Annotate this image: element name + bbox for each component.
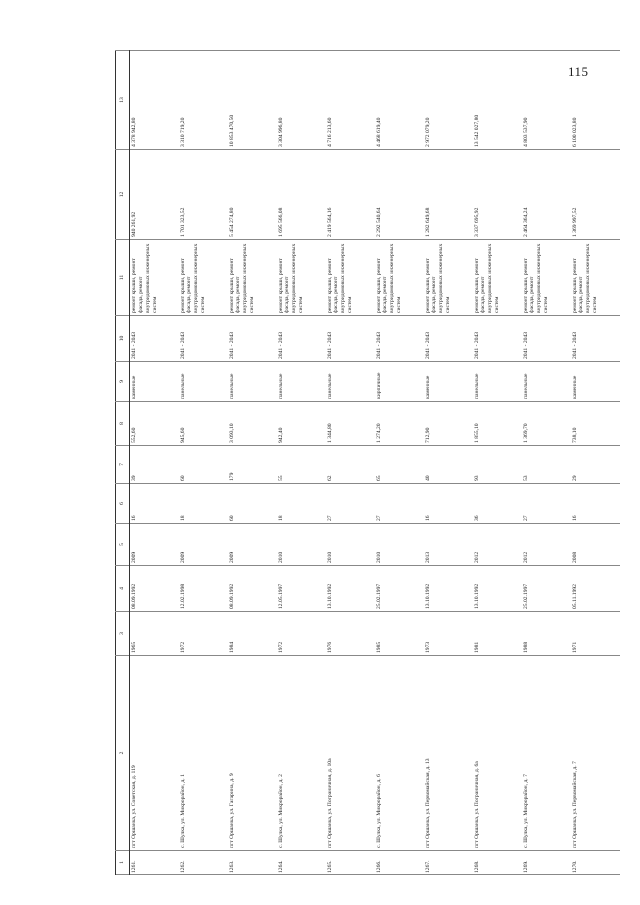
table-body (130, 51, 620, 875)
table-cell: 18 (179, 484, 228, 524)
table-cell: 1 274,20 (375, 402, 424, 446)
table-row (473, 51, 522, 875)
table-cell: 16 (424, 484, 473, 524)
table-cell: 2 464 364,24 (522, 150, 571, 240)
table-cell: 1988 (522, 612, 571, 656)
table-cell: 940 261,92 (130, 150, 179, 240)
table-cell: 1972 (179, 612, 228, 656)
table-cell: 2 972 079,20 (424, 51, 473, 150)
table-cell: 2013 (424, 524, 473, 566)
table-cell: 5 454 274,80 (228, 150, 277, 240)
table-cell: пгт Оршанка, ул. Пограничная, д. 10а (326, 656, 375, 851)
table-cell: 1266. (375, 851, 424, 875)
table-cell: 2012 (522, 524, 571, 566)
table-cell: 2041 - 2043 (326, 316, 375, 362)
page-number: 115 (568, 64, 589, 79)
table-cell: панельные (179, 362, 228, 402)
table-cell: 2010 (375, 524, 424, 566)
table-cell: ремонт крыши, ремонт фасада, ремонт внутридомовых инженерных систем (424, 240, 473, 316)
table-cell: 1985 (375, 612, 424, 656)
column-header: 8 (116, 402, 130, 446)
table-cell: 945,60 (179, 402, 228, 446)
table-cell: 27 (326, 484, 375, 524)
table-cell: 13 542 027,80 (473, 51, 522, 150)
table-cell: 1 369,70 (522, 402, 571, 446)
table-cell: 62 (326, 446, 375, 484)
table-cell: панельные (522, 362, 571, 402)
table-cell: 1262. (179, 851, 228, 875)
table-cell: 13.10.1992 (326, 566, 375, 612)
table-cell: ремонт крыши, ремонт фасада, ремонт внутридомовых инженерных систем (375, 240, 424, 316)
table-cell: 1265. (326, 851, 375, 875)
table-cell: пгт Оршанка, ул. Первомайская, д. 13 (424, 656, 473, 851)
table-cell: кирпичные (375, 362, 424, 402)
table-cell: 2 292 540,64 (375, 150, 424, 240)
table-cell: 27 (375, 484, 424, 524)
table-cell: 4 378 942,80 (130, 51, 179, 150)
table-cell: 1 701 323,52 (179, 150, 228, 240)
table-cell: ремонт крыши, ремонт фасада, ремонт внутридомовых инженерных систем (179, 240, 228, 316)
table-cell: панельные (228, 362, 277, 402)
column-header: 9 (116, 362, 130, 402)
table-cell: 1 344,80 (326, 402, 375, 446)
table-cell: ремонт крыши, ремонт фасада, ремонт внутридомовых инженерных систем (473, 240, 522, 316)
table-cell: 2041 - 2043 (228, 316, 277, 362)
table-cell: 1984 (228, 612, 277, 656)
table-row (571, 51, 620, 875)
table-cell: ремонт крыши, ремонт фасада, ремонт внутридомовых инженерных систем (277, 240, 326, 316)
table-cell: 1263. (228, 851, 277, 875)
table-cell: 53 (522, 446, 571, 484)
repair-schedule-table (115, 50, 620, 875)
table-cell: 2008 (571, 524, 620, 566)
table-cell: 1 369 997,52 (571, 150, 620, 240)
table-cell: 2041 - 2043 (130, 316, 179, 362)
table-cell: 29 (571, 446, 620, 484)
table-cell: пгт Оршанка, ул. Пограничная, д. 6а (473, 656, 522, 851)
table-cell: 1270. (571, 851, 620, 875)
table-row (130, 51, 179, 875)
table-cell: 2 419 564,16 (326, 150, 375, 240)
table-cell: 2009 (130, 524, 179, 566)
table-cell: 13.10.1992 (424, 566, 473, 612)
table-cell: 3 337 695,92 (473, 150, 522, 240)
table-cell: 05.11.1992 (571, 566, 620, 612)
table-cell: 40 (424, 446, 473, 484)
table-cell: с. Шулка, ул. Микрорайон, д. 6 (375, 656, 424, 851)
table-cell: 65 (375, 446, 424, 484)
table-cell: панельные (326, 362, 375, 402)
table-cell: 27 (522, 484, 571, 524)
table-cell: 2010 (277, 524, 326, 566)
table-cell: 60 (228, 484, 277, 524)
table-cell: 2041 - 2043 (179, 316, 228, 362)
column-header: 1 (116, 851, 130, 875)
table-cell: каменные (130, 362, 179, 402)
table-cell: ремонт крыши, ремонт фасада, ремонт внутридомовых инженерных систем (571, 240, 620, 316)
table-cell: 2041 - 2043 (277, 316, 326, 362)
table-cell: 1261. (130, 851, 179, 875)
table-cell: 3 093,10 (228, 402, 277, 446)
column-header: 3 (116, 612, 130, 656)
table-row (179, 51, 228, 875)
table-cell: 25.02.1997 (375, 566, 424, 612)
table-cell: 2041 - 2043 (571, 316, 620, 362)
table-cell: 08.09.1992 (130, 566, 179, 612)
table-cell: 1976 (326, 612, 375, 656)
table-cell: 6 100 023,80 (571, 51, 620, 150)
table-cell: ремонт крыши, ремонт фасада, ремонт внутридомовых инженерных систем (228, 240, 277, 316)
table-cell: 2009 (228, 524, 277, 566)
table-cell: 2009 (179, 524, 228, 566)
table-cell: 552,60 (130, 402, 179, 446)
column-header: 6 (116, 484, 130, 524)
table-cell: 942,40 (277, 402, 326, 446)
table-cell: 2010 (326, 524, 375, 566)
table-cell: панельные (473, 362, 522, 402)
table-cell: 13.10.1992 (473, 566, 522, 612)
table-cell: 2041 - 2043 (424, 316, 473, 362)
table-cell: 1972 (277, 612, 326, 656)
table-cell: пгт Оршанка, ул. Гагарина, д. 9 (228, 656, 277, 851)
table-cell: с. Шулка, ул. Микрорайон, д. 7 (522, 656, 571, 851)
table-cell: 12.02.1998 (179, 566, 228, 612)
table-cell: 1 855,10 (473, 402, 522, 446)
table-row (522, 51, 571, 875)
table-row (277, 51, 326, 875)
column-header: 2 (116, 656, 130, 851)
table-cell: 16 (571, 484, 620, 524)
column-header: 4 (116, 566, 130, 612)
column-header: 13 (116, 51, 130, 150)
table-cell: 25.02.1997 (522, 566, 571, 612)
table-cell: пгт Оршанка, ул. Первомайская, д. 7 (571, 656, 620, 851)
table-cell: 4 468 619,40 (375, 51, 424, 150)
table-cell: ремонт крыши, ремонт фасада, ремонт внутридомовых инженерных систем (522, 240, 571, 316)
table-cell: 738,10 (571, 402, 620, 446)
table-cell: 1973 (424, 612, 473, 656)
table-cell: 2041 - 2043 (473, 316, 522, 362)
table-cell: 60 (179, 446, 228, 484)
table-cell: 2012 (473, 524, 522, 566)
table-cell: 1971 (571, 612, 620, 656)
table-cell: панельные (277, 362, 326, 402)
table-cell: 1965 (130, 612, 179, 656)
table-cell: 1264. (277, 851, 326, 875)
table-cell: 18 (277, 484, 326, 524)
table-cell: каменные (571, 362, 620, 402)
table-cell: с. Шулка, ул. Микрорайон, д. 2 (277, 656, 326, 851)
table-cell: пгт Оршанка, ул. Советская, д. 119 (130, 656, 179, 851)
table-cell: 93 (473, 446, 522, 484)
table-cell: 12.05.1997 (277, 566, 326, 612)
table-cell: ремонт крыши, ремонт фасада, ремонт внутридомовых инженерных систем (130, 240, 179, 316)
table-cell: 712,90 (424, 402, 473, 446)
table-cell: каменные (424, 362, 473, 402)
column-header: 7 (116, 446, 130, 484)
table-row (375, 51, 424, 875)
table-row (424, 51, 473, 875)
table-cell: 1269. (522, 851, 571, 875)
table-cell: с. Шулка, ул. Микрорайон, д. 1 (179, 656, 228, 851)
table-cell: 1268. (473, 851, 522, 875)
table-cell: 1 282 649,68 (424, 150, 473, 240)
column-header: 12 (116, 150, 130, 240)
table-row (228, 51, 277, 875)
table-cell: 36 (473, 484, 522, 524)
header-row (116, 51, 130, 875)
table-cell: 1 695 566,08 (277, 150, 326, 240)
table-row (326, 51, 375, 875)
table-cell: 4 803 537,90 (522, 51, 571, 150)
table-cell: 08.09.1992 (228, 566, 277, 612)
table-cell: 55 (277, 446, 326, 484)
table-cell: 2041 - 2043 (522, 316, 571, 362)
table-cell: 3 304 996,80 (277, 51, 326, 150)
column-header: 5 (116, 524, 130, 566)
table-cell: 3 310 719,20 (179, 51, 228, 150)
table-cell: 1981 (473, 612, 522, 656)
column-header: 10 (116, 316, 130, 362)
table-cell: 2041 - 2043 (375, 316, 424, 362)
table-cell: 4 716 213,60 (326, 51, 375, 150)
table-cell: 10 853 470,50 (228, 51, 277, 150)
table-cell: 179 (228, 446, 277, 484)
column-header: 11 (116, 240, 130, 316)
table-cell: ремонт крыши, ремонт фасада, ремонт внутридомовых инженерных систем (326, 240, 375, 316)
rotated-table-container (115, 55, 599, 875)
table-cell: 39 (130, 446, 179, 484)
table-cell: 16 (130, 484, 179, 524)
table-cell: 1267. (424, 851, 473, 875)
